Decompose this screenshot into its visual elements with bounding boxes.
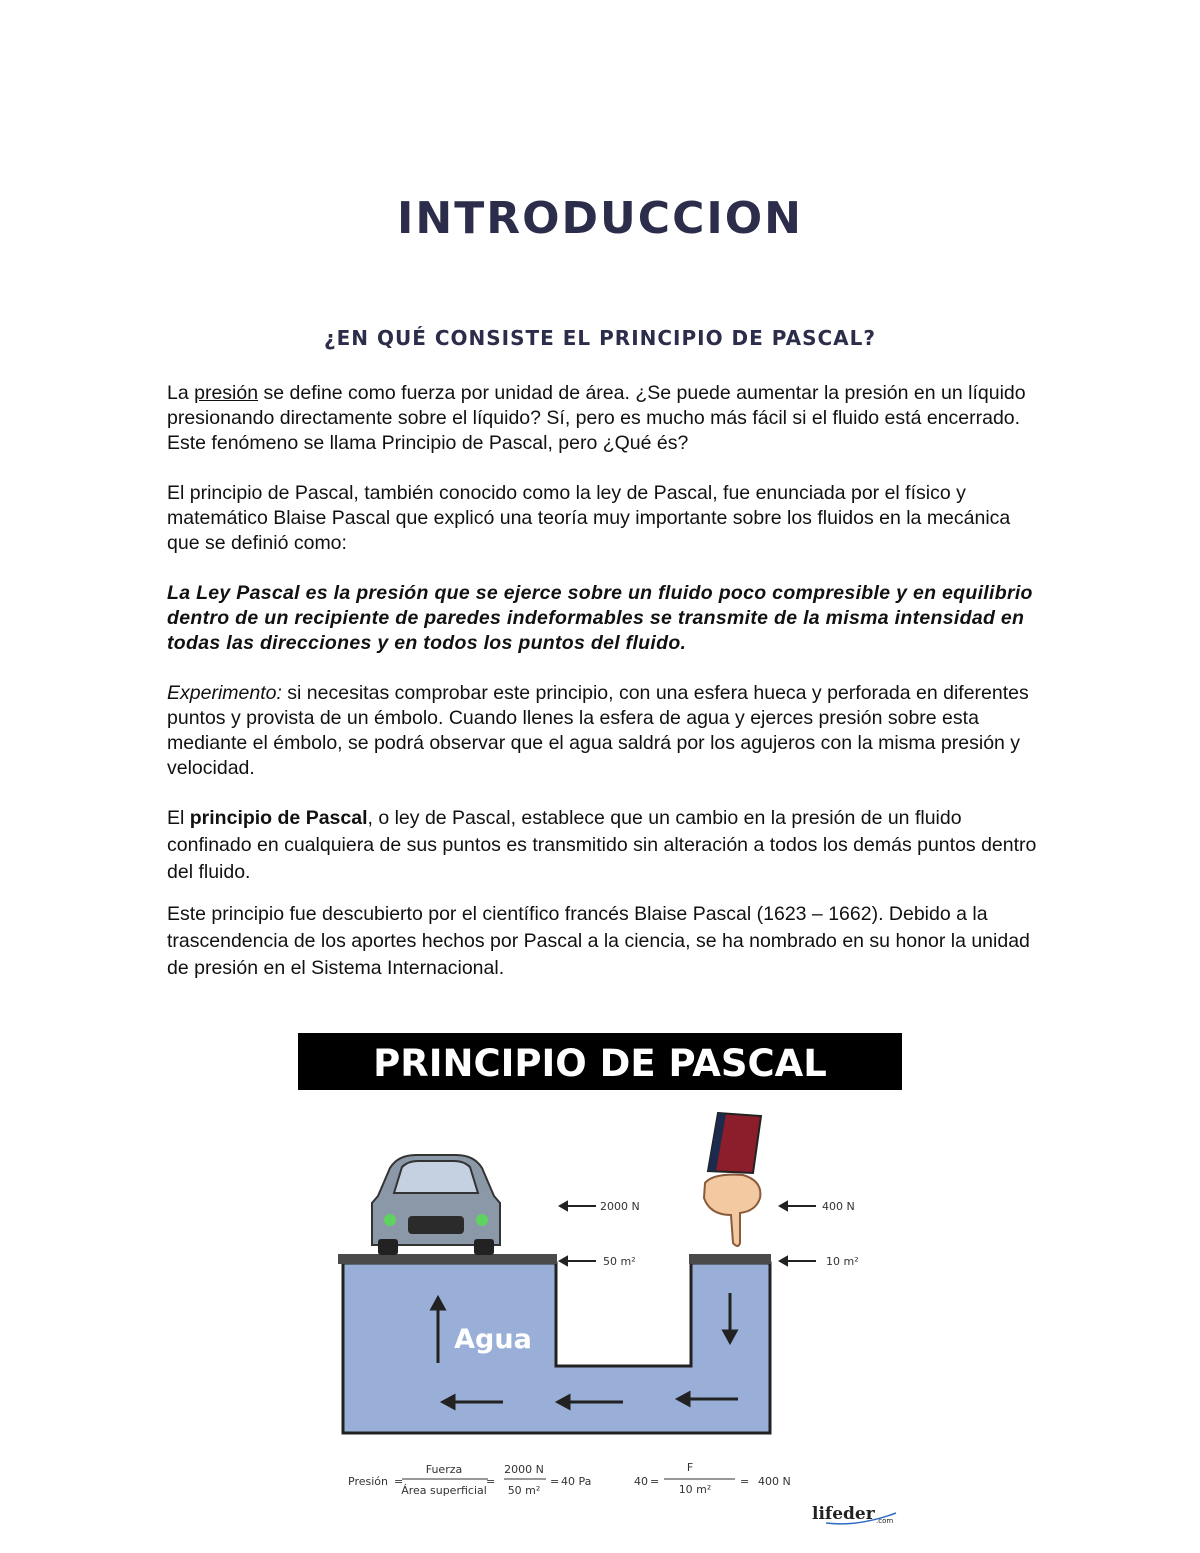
paragraph-text: si necesitas comprobar este principio, con una esfera hueca y perforada en diferentes puntos y provista de un émbolo. Cuando llenes la esfera de agua y ejerces presión sobre esta mediante el émbolo, se podrá observar que el agua saldrá por los agujeros con la misma presión y velocidad.	[167, 682, 1029, 779]
pressure-equations	[348, 1461, 791, 1497]
paragraph-text: El	[167, 807, 190, 829]
law-statement: La Ley Pascal es la presión que se ejerce sobre un fluido poco compresible y en equilibrio dentro de un recipiente de paredes indeformables se transmite de la misma intensidad en todas las direcciones y en todos los puntos del fluido.	[167, 582, 1033, 654]
brand-logo: lifeder	[812, 1504, 875, 1524]
paragraph-discovery: Este principio fue descubierto por el científico francés Blaise Pascal (1623 – 1662). Debido a la trascendencia de los aportes hechos por Pascal a la ciencia, se ha nombrado en su honor la unidad de presión en el Sistema Internacional.	[167, 903, 1030, 979]
right-piston-plate	[689, 1254, 771, 1264]
section-heading: ¿EN QUÉ CONSISTE EL PRINCIPIO DE PASCAL?	[324, 326, 876, 350]
force-area-labels	[560, 1202, 816, 1265]
page-title: INTRODUCCION	[397, 193, 803, 244]
eq2-left: 40	[634, 1475, 648, 1488]
eq2-result: 400 N	[758, 1475, 791, 1488]
force-left-label: 2000 N	[600, 1200, 640, 1213]
fluid-label: Agua	[454, 1324, 532, 1355]
eq2-denominator: 10 m²	[678, 1483, 712, 1496]
paragraph-principle	[167, 805, 1047, 886]
paragraph-text: se define como fuerza por unidad de área. ¿Se puede aumentar la presión en un líquido presionando directamente sobre el líquido? Sí, pero es mucho más fácil si el fluido está encerrado. Este fenómeno se llama Principio de Pascal, pero ¿Qué és?	[167, 382, 1026, 454]
svg-text:=: =	[394, 1475, 404, 1488]
brand-logo-suffix: .com	[876, 1517, 894, 1525]
paragraph-definition	[167, 381, 1047, 456]
car-icon	[372, 1155, 500, 1255]
presion-link[interactable]: presión	[194, 382, 259, 404]
eq1-label: Presión	[348, 1475, 388, 1488]
eq1-denominator: Área superficial	[401, 1484, 487, 1497]
eq1-numerator: Fuerza	[425, 1463, 463, 1476]
area-left-label: 50 m²	[603, 1255, 636, 1268]
paragraph-history: El principio de Pascal, también conocido como la ley de Pascal, fue enunciada por el físico y matemático Blaise Pascal que explicó una teoría muy importante sobre los fluidos en la mecánica que se definió como:	[167, 482, 1011, 554]
eq1-numerator-value: 2000 N	[504, 1463, 544, 1476]
paragraph-text: La	[167, 382, 195, 404]
eq1-result: 40 Pa	[561, 1475, 592, 1488]
water-container	[343, 1263, 770, 1433]
svg-text:=: =	[650, 1475, 660, 1488]
experiment-label: Experimento:	[167, 682, 282, 704]
pascal-principle-figure	[298, 1033, 902, 1533]
left-piston-plate	[338, 1254, 557, 1264]
svg-text:=: =	[486, 1475, 496, 1488]
paragraph-text: , o ley de Pascal, establece que un cambio en la presión de un fluido confinado en cualquiera de sus puntos es transmitido sin alteración a todos los demás puntos dentro del fluido.	[167, 807, 1037, 883]
svg-text:=: =	[550, 1475, 560, 1488]
hand-icon	[704, 1113, 761, 1246]
force-right-label: 400 N	[822, 1200, 855, 1213]
paragraph-experiment	[167, 681, 1047, 781]
eq2-numerator: F	[686, 1461, 694, 1474]
area-right-label: 10 m²	[826, 1255, 859, 1268]
eq1-denominator-value: 50 m²	[507, 1484, 541, 1497]
figure-banner-title: PRINCIPIO DE PASCAL	[373, 1042, 827, 1085]
principle-term: principio de Pascal	[189, 807, 368, 829]
svg-text:=: =	[740, 1475, 750, 1488]
